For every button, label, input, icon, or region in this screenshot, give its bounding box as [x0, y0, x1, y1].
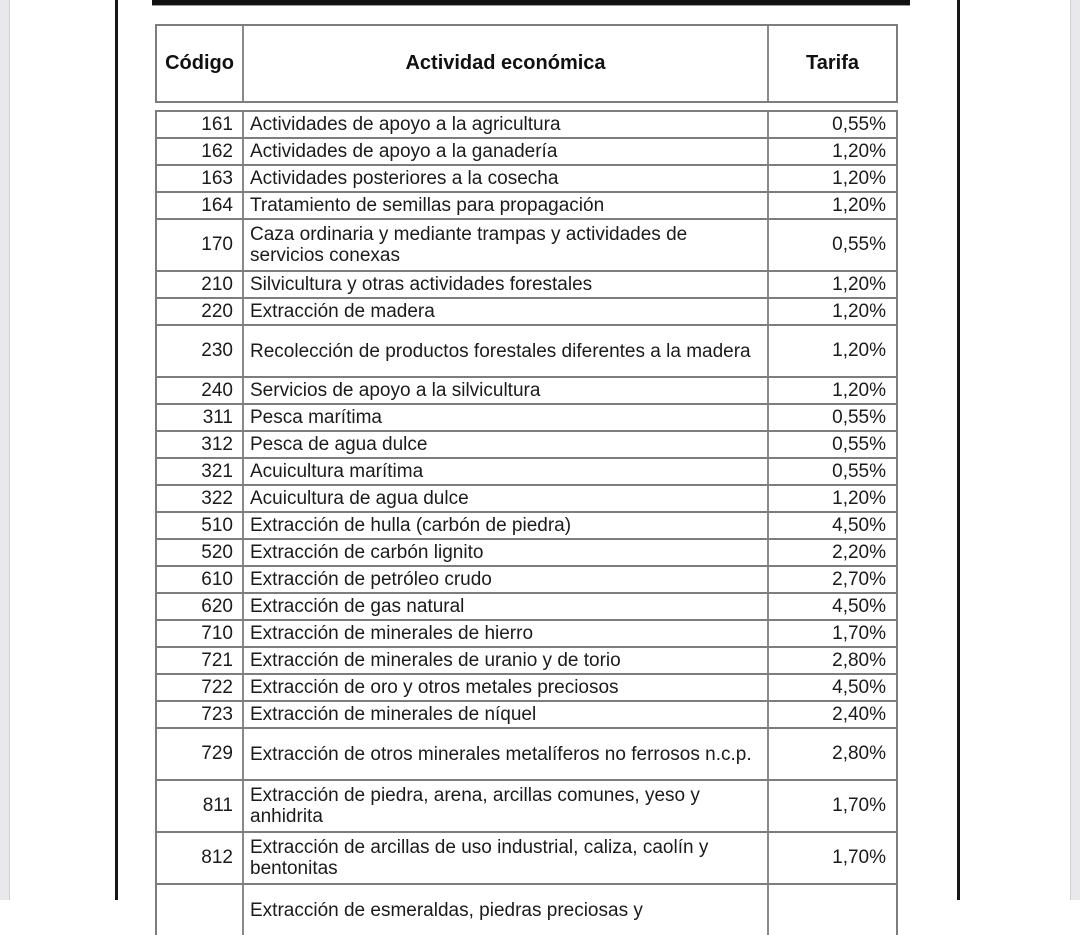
row-actividad: Extracción de minerales de níquel: [244, 702, 769, 727]
row-tarifa: 0,55%: [832, 234, 886, 255]
table-row: [157, 538, 896, 565]
row-actividad: Actividades de apoyo a la ganadería: [244, 139, 769, 164]
row-codigo: 322: [157, 486, 244, 511]
row-codigo: 311: [157, 405, 244, 430]
row-tarifa: 0,55%: [832, 406, 886, 428]
row-tarifa: 2,20%: [832, 541, 886, 563]
row-codigo: 721: [157, 648, 244, 673]
row-tarifa: 2,80%: [832, 743, 886, 764]
row-codigo: 710: [157, 621, 244, 646]
row-codigo: 610: [157, 567, 244, 592]
row-actividad: Extracción de otros minerales metalíferos no ferrosos n.c.p.: [244, 729, 769, 779]
table-row: [157, 403, 896, 430]
row-codigo: 210: [157, 272, 244, 297]
row-actividad: Extracción de oro y otros metales preciosos: [244, 675, 769, 700]
row-actividad: Acuicultura de agua dulce: [244, 486, 769, 511]
row-tarifa: 0,55%: [832, 433, 886, 455]
row-tarifa: 1,20%: [832, 379, 886, 401]
row-actividad: Extracción de gas natural: [244, 594, 769, 619]
row-actividad: Recolección de productos forestales diferentes a la madera: [244, 326, 769, 376]
row-codigo: 620: [157, 594, 244, 619]
row-codigo: 163: [157, 166, 244, 191]
left-edge-strip: [0, 0, 10, 900]
row-actividad: Extracción de carbón lignito: [244, 540, 769, 565]
table-header-row: [155, 24, 898, 103]
table-row: [157, 779, 896, 831]
row-codigo: 164: [157, 193, 244, 218]
right-edge-strip: [1070, 0, 1080, 900]
table-row: [157, 218, 896, 270]
row-codigo: 312: [157, 432, 244, 457]
row-actividad: Extracción de piedra, arena, arcillas comunes, yeso y anhidrita: [244, 781, 769, 831]
row-codigo: 722: [157, 675, 244, 700]
top-horizontal-rule: [152, 0, 910, 6]
row-actividad: Extracción de esmeraldas, piedras preciosas y: [244, 885, 769, 935]
row-tarifa: 1,20%: [832, 487, 886, 509]
row-tarifa: 4,50%: [832, 595, 886, 617]
row-tarifa: [769, 885, 896, 935]
row-tarifa: 1,20%: [832, 140, 886, 162]
table-row: [157, 619, 896, 646]
row-actividad: Tratamiento de semillas para propagación: [244, 193, 769, 218]
table-row: [157, 646, 896, 673]
row-codigo: 161: [157, 112, 244, 137]
row-actividad: Actividades posteriores a la cosecha: [244, 166, 769, 191]
table-body: [155, 110, 898, 935]
tariff-table: [155, 24, 898, 935]
table-row: [157, 324, 896, 376]
table-row: [157, 831, 896, 883]
table-row: [157, 592, 896, 619]
header-body-gap: [155, 103, 898, 110]
row-actividad: Actividades de apoyo a la agricultura: [244, 112, 769, 137]
header-actividad: Actividad económica: [244, 26, 769, 101]
table-row: [157, 270, 896, 297]
row-codigo: 812: [157, 833, 244, 883]
row-actividad: Pesca de agua dulce: [244, 432, 769, 457]
row-actividad: Extracción de minerales de hierro: [244, 621, 769, 646]
table-row: [157, 457, 896, 484]
row-tarifa: 1,70%: [832, 622, 886, 644]
row-tarifa: 4,50%: [832, 514, 886, 536]
table-row: [157, 565, 896, 592]
row-tarifa: 1,70%: [832, 795, 886, 816]
row-actividad: Extracción de minerales de uranio y de torio: [244, 648, 769, 673]
row-tarifa: 2,80%: [832, 649, 886, 671]
row-tarifa: 0,55%: [832, 460, 886, 482]
table-row: [157, 191, 896, 218]
row-codigo: 811: [157, 781, 244, 831]
table-row: [157, 112, 896, 137]
row-codigo: 162: [157, 139, 244, 164]
row-actividad: Silvicultura y otras actividades forestales: [244, 272, 769, 297]
row-codigo: [157, 885, 244, 935]
row-tarifa: 2,70%: [832, 568, 886, 590]
row-codigo: 170: [157, 220, 244, 270]
row-codigo: 240: [157, 378, 244, 403]
table-row: [157, 700, 896, 727]
table-row: [157, 484, 896, 511]
right-page-rule: [957, 0, 960, 900]
table-row: [157, 430, 896, 457]
row-tarifa: 2,40%: [832, 703, 886, 725]
row-actividad: Extracción de arcillas de uso industrial, caliza, caolín y bentonitas: [244, 833, 769, 883]
row-tarifa: 1,70%: [832, 847, 886, 868]
row-codigo: 520: [157, 540, 244, 565]
row-codigo: 321: [157, 459, 244, 484]
table-row: [157, 511, 896, 538]
table-row: [157, 727, 896, 779]
row-tarifa: 1,20%: [832, 167, 886, 189]
row-tarifa: 0,55%: [832, 113, 886, 135]
row-actividad: Servicios de apoyo a la silvicultura: [244, 378, 769, 403]
table-row: [157, 883, 896, 935]
row-tarifa: 1,20%: [832, 300, 886, 322]
left-page-rule: [115, 0, 118, 900]
row-actividad: Pesca marítima: [244, 405, 769, 430]
row-tarifa: 1,20%: [832, 194, 886, 216]
row-tarifa: 1,20%: [832, 273, 886, 295]
table-row: [157, 164, 896, 191]
row-actividad: Extracción de hulla (carbón de piedra): [244, 513, 769, 538]
header-codigo: Código: [157, 26, 244, 101]
row-codigo: 230: [157, 326, 244, 376]
row-actividad: Caza ordinaria y mediante trampas y actividades de servicios conexas: [244, 220, 769, 270]
row-actividad: Acuicultura marítima: [244, 459, 769, 484]
row-actividad: Extracción de madera: [244, 299, 769, 324]
table-row: [157, 297, 896, 324]
row-codigo: 510: [157, 513, 244, 538]
row-codigo: 220: [157, 299, 244, 324]
header-tarifa: Tarifa: [806, 52, 859, 74]
row-tarifa: 4,50%: [832, 676, 886, 698]
row-tarifa: 1,20%: [832, 340, 886, 361]
table-row: [157, 137, 896, 164]
table-row: [157, 376, 896, 403]
row-codigo: 723: [157, 702, 244, 727]
row-codigo: 729: [157, 729, 244, 779]
row-actividad: Extracción de petróleo crudo: [244, 567, 769, 592]
table-row: [157, 673, 896, 700]
